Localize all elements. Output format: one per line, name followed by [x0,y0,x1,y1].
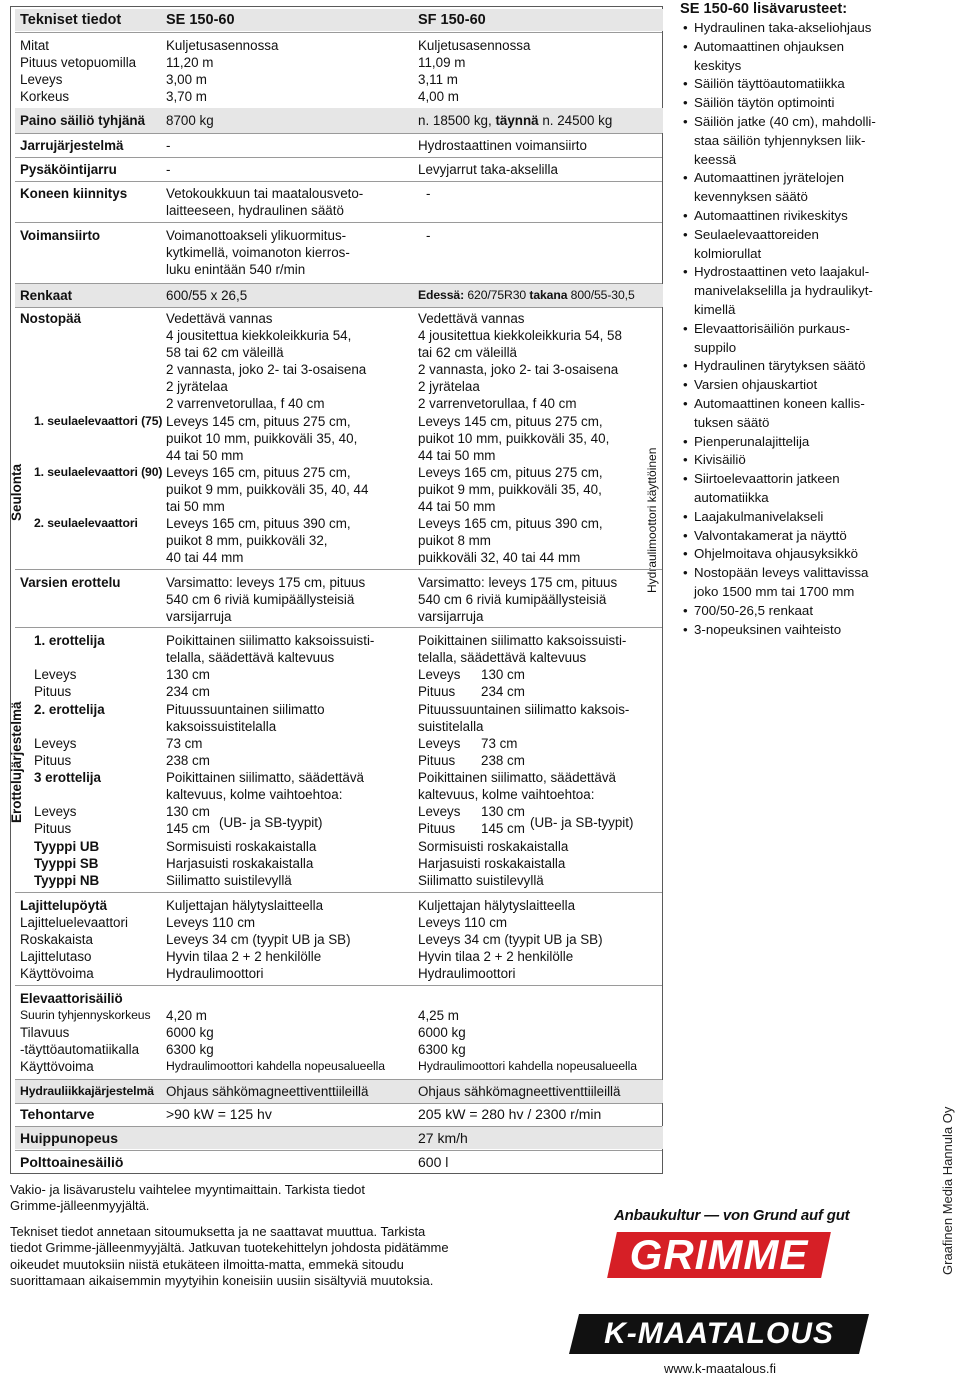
separator-value-b: 130 cm [481,804,525,819]
separator-value-a: 130 cm [166,804,210,819]
sieving-elevator-value-b: puikot 10 mm, puikkoväli 35, 40, [418,431,610,446]
optional-equipment-item [680,527,895,546]
sieving-elevator-value-b: Leveys 165 cm, pituus 390 cm, [418,516,603,531]
optional-equipment-item-line: Varsien ohjauskartiot [694,377,818,393]
optional-equipment-item-line: Säiliön täyttöautomatiikka [694,76,845,92]
sieving-elevator-value-a: Leveys 165 cm, pituus 390 cm, [166,516,351,531]
optional-equipment-item [680,470,895,508]
separator-value-a: telalla, säädettävä kaltevuus [166,650,335,665]
separator-value-b: suistitelalla [418,719,484,734]
divider [15,1079,662,1080]
optional-equipment-item [680,38,895,76]
conveyor-value-a: 4 jousitettua kiekkoleikkuria 54, [166,328,352,343]
weight-value-a: 8700 kg [166,113,214,128]
hitch-value-b: - [426,186,431,201]
separator-width-label-b: Leveys [418,804,461,819]
sorting-value-b: Hyvin tilaa 2 + 2 henkilölle [418,949,574,964]
power-value-a: >90 kW = 125 hv [166,1106,272,1122]
sieving-elevator-value-b: Leveys 165 cm, pituus 275 cm, [418,465,603,480]
separator-value-b: kaltevuus, kolme vaihtoehtoa: [418,787,595,802]
sieving-group-label: Seulonta [9,463,24,521]
dims-label: Leveys [20,72,63,87]
publisher-credit: Graafinen Media Hannula Oy [940,1106,955,1275]
optional-equipment-item [680,545,895,564]
optional-equipment-item-line: Elevaattorisäiliön purkaus- [694,320,850,336]
optional-equipment-title: SE 150-60 lisävarusteet: [680,1,848,17]
conveyor-value-a: 58 tai 62 cm väleillä [166,345,284,360]
optional-equipment-item-line: Valvontakamerat ja näyttö [694,527,847,543]
divider [15,181,662,182]
grimme-logo-text: GRIMME [629,1231,809,1278]
k-maatalous-url[interactable]: www.k-maatalous.fi [664,1361,776,1376]
sieving-elevator-value-b: puikkoväli 32, 40 tai 44 mm [418,550,581,565]
dims-label: Korkeus [20,89,70,104]
type-value-b: Siilimatto suistilevyllä [418,873,544,888]
grimme-slogan: Anbaukultur — von Grund auf gut [614,1207,850,1224]
divider [15,283,662,284]
separator-value-b: telalla, säädettävä kaltevuus [418,650,587,665]
optional-equipment-item [680,451,895,470]
type-value-a: Siilimatto suistilevyllä [166,873,292,888]
optional-equipment-item-line: Säiliön täytön optimointi [694,95,835,111]
separator-value-a: 238 cm [166,753,210,768]
optional-equipment-item-line: Siirtoelevaattorin jatkeen [694,471,840,487]
separator-width-label-b: Leveys [418,736,461,751]
haulm-value-b: 540 cm 6 riviä kumipäällysteisiä [418,592,607,607]
divider [15,133,662,134]
brakes-value-b: Hydrostaattinen voimansiirto [418,138,587,153]
dims-value-a: 3,70 m [166,89,207,104]
optional-equipment-item-line: Automaattinen rivikeskitys [694,207,848,223]
fuel-label: Polttoainesäiliö [20,1154,124,1170]
transmission-label: Voimansiirto [20,228,101,243]
dims-value-a: 11,20 m [166,55,214,70]
hopper-label: Käyttövoima [20,1059,94,1074]
type-value-b: Harjasuisti roskakaistalla [418,856,566,871]
optional-equipment-item-line: Automaattinen ohjauksen [694,38,845,54]
divider [15,157,662,158]
sorting-label: Käyttövoima [20,966,94,981]
conveyor-label: Nostopää [20,311,82,326]
hopper-label: Tilavuus [20,1025,70,1040]
optional-equipment-list [680,19,895,639]
divider [15,627,662,628]
separator-width-label: Leveys [34,667,77,682]
k-maatalous-logo-text: K-MAATALOUS [604,1317,834,1350]
optional-equipment-item-line: Pienperunalajittelija [694,433,810,449]
separator-width-label: Leveys [34,736,77,751]
separator-value-a: Pituussuuntainen siilimatto [166,702,325,717]
haulm-value-b: varsijarruja [418,609,484,624]
table-title: Tekniset tiedot [20,12,122,28]
conveyor-value-a: 2 jyrätelaa [166,379,228,394]
conveyor-value-b: 2 vannasta, joko 2- tai 3-osaisena [418,362,619,377]
sieving-elevator-value-a: 40 tai 44 mm [166,550,244,565]
hopper-value-b: 6000 kg [418,1025,466,1040]
optional-equipment-item-line: keskitys [694,57,742,73]
divider [15,569,662,570]
optional-equipment-item [680,113,895,169]
sieving-elevator-value-b: puikot 9 mm, puikkoväli 35, 40, [418,482,602,497]
sorting-value-a: Leveys 110 cm [166,915,256,930]
transmission-value-a: Voimanottoakseli ylikuormitus- [166,228,347,243]
optional-equipment-item-line: Laajakulmanivelakseli [694,508,824,524]
sorting-value-a: Hydraulimoottori [166,966,264,981]
weight-label: Paino säiliö tyhjänä [20,113,146,128]
divider [15,985,662,986]
optional-equipment-item-line: 3-nopeuksinen vaihteisto [694,621,842,637]
optional-equipment-item [680,226,895,264]
fuel-value-b: 600 l [418,1154,449,1170]
sieving-elevator-value-b: puikot 8 mm [418,533,491,548]
separator-width-label: Leveys [34,804,77,819]
dims-value-a: 3,00 m [166,72,207,87]
separator-value-a: kaltevuus, kolme vaihtoehtoa: [166,787,343,802]
conveyor-value-a: 2 vannasta, joko 2- tai 3-osaisena [166,362,367,377]
optional-equipment-item [680,433,895,452]
optional-equipment-item [680,94,895,113]
separator-label: 3 erottelija [34,770,101,785]
hopper-value-b: 4,25 m [418,1008,459,1023]
separator-value-a: 130 cm [166,667,210,682]
divider [15,1103,662,1104]
sieving-elevator-label: 2. seulaelevaattori [34,516,138,530]
sieving-elevator-value-b: 44 tai 50 mm [418,448,496,463]
separator-label: 2. erottelija [34,702,105,717]
separator-value-a: Poikittainen siilimatto kaksoissuisti- [166,633,375,648]
optional-equipment-item-line: Nostopään leveys valittavissa [694,565,869,581]
hopper-value-a: 6000 kg [166,1025,214,1040]
dims-value-b: 4,00 m [418,89,459,104]
sieving-elevator-value-a: Leveys 165 cm, pituus 275 cm, [166,465,351,480]
optional-equipment-item-line: Hydraulinen taka-akseliohjaus [694,20,872,35]
haulm-value-a: 540 cm 6 riviä kumipäällysteisiä [166,592,355,607]
separator-value-a: 145 cm [166,821,210,836]
optional-equipment-item-line: staa säiliön tyhjennyksen liik- [694,132,866,148]
optional-equipment-item-line: Seulaelevaattoreiden [694,226,819,242]
separator-value-a: Poikittainen siilimatto, säädettävä [166,770,364,785]
separation-group-label: Erottelujärjestelmä [9,701,24,823]
hitch-value-a: Vetokoukkuun tai maatalousveto- [166,186,364,201]
optional-equipment-item [680,357,895,376]
dims-label: Pituus vetopuomilla [20,55,137,70]
separator-label: 1. erottelija [34,633,105,648]
optional-equipment-item-line: Ohjelmoitava ohjausyksikkö [694,546,859,562]
sieving-elevator-value-a: 44 tai 50 mm [166,448,244,463]
sorting-value-a: Leveys 34 cm (tyypit UB ja SB) [166,932,351,947]
separator-value-b: 238 cm [481,753,525,768]
optional-equipment-item-line: Säiliön jatke (40 cm), mahdolli- [694,113,876,129]
divider [15,1150,662,1151]
dims-value-b: 11,09 m [418,55,466,70]
weight-value-b: n. 18500 kg, täynnä n. 24500 kg [418,113,613,128]
power-value-b: 205 kW = 280 hv / 2300 r/min [418,1106,602,1122]
optional-equipment-item [680,602,895,621]
hopper-label: Elevaattorisäiliö [20,991,123,1006]
separator-value-b: 73 cm [481,736,518,751]
hydraulics-label: Hydrauliikkajärjestelmä [20,1084,154,1098]
brakes-label: Jarrujärjestelmä [20,138,124,153]
optional-equipment-item [680,395,895,433]
sorting-label: Lajitteluelevaattori [20,915,128,930]
optional-equipment-item-line: suppilo [694,339,737,355]
sorting-value-b: Hydraulimoottori [418,966,516,981]
conveyor-value-b: Vedettävä vannas [418,311,525,326]
separator-note-b: (UB- ja SB-tyypit) [530,815,634,830]
optional-equipment-item-line: joko 1500 mm tai 1700 mm [694,583,855,599]
type-label: Tyyppi UB [34,839,100,854]
hopper-label: Suurin tyhjennyskorkeus [20,1008,151,1022]
conveyor-value-a: Vedettävä vannas [166,311,273,326]
hopper-value-b: Hydraulimoottori kahdella nopeusalueella [418,1059,637,1073]
separator-value-b: 130 cm [481,667,525,682]
sorting-value-b: Leveys 34 cm (tyypit UB ja SB) [418,932,603,947]
note-equipment: Vakio- ja lisävarustelu vaihtelee myyntimaittain. Tarkista tiedot Grimme-jälleenmyyjältä. [10,1182,366,1214]
hopper-value-a: 4,20 m [166,1008,207,1023]
separator-value-a: 73 cm [166,736,203,751]
separator-value-a: 234 cm [166,684,210,699]
optional-equipment-item-line: Kivisäiliö [694,452,746,468]
optional-equipment-item-line: Automaattinen jyrätelojen [694,170,845,186]
transmission-value-a: kytkimellä, voimanoton kierros- [166,245,350,260]
sieving-elevator-value-a: puikot 8 mm, puikkoväli 32, [166,533,328,548]
type-label: Tyyppi NB [34,873,100,888]
sieving-elevator-value-a: puikot 9 mm, puikkoväli 35, 40, 44 [166,482,369,497]
conveyor-value-a: 2 varrenvetorullaa, f 40 cm [166,396,325,411]
optional-equipment-item-line: tuksen säätö [694,414,770,430]
transmission-value-a: luku enintään 540 r/min [166,262,306,277]
sieving-elevator-value-b: Leveys 145 cm, pituus 275 cm, [418,414,603,429]
optional-equipment-item-line: automatiikka [694,489,769,505]
divider [15,1126,662,1127]
dims-value-b: 3,11 m [418,72,458,87]
optional-equipment-item-line: Hydraulinen tärytyksen säätö [694,358,866,374]
sieving-side-note: Hydraulimoottori käyttöinen [645,447,659,593]
separator-length-label-b: Pituus [418,821,456,836]
haulm-value-b: Varsimatto: leveys 175 cm, pituus [418,575,618,590]
separator-value-a: kaksoissuistitelalla [166,719,277,734]
optional-equipment-item [680,564,895,602]
separator-length-label: Pituus [34,753,72,768]
optional-equipment-item-line: 700/50-26,5 renkaat [694,602,814,618]
hopper-label: -täyttöautomatiikalla [20,1042,140,1057]
separator-length-label: Pituus [34,684,72,699]
separator-value-b: Poikittainen siilimatto kaksoissuisti- [418,633,627,648]
divider [15,892,662,893]
hitch-label: Koneen kiinnitys [20,186,128,201]
hopper-value-a: Hydraulimoottori kahdella nopeusalueella [166,1059,385,1073]
separator-length-label-b: Pituus [418,684,456,699]
separator-value-b: 234 cm [481,684,525,699]
sieving-elevator-label: 1. seulaelevaattori (75) [34,414,163,428]
parking-brake-value-a: - [166,162,171,177]
haulm-value-a: Varsimatto: leveys 175 cm, pituus [166,575,366,590]
parking-brake-label: Pysäköintijarru [20,162,117,177]
separator-note-a: (UB- ja SB-tyypit) [219,815,323,830]
separator-value-b: Pituussuuntainen siilimatto kaksois- [418,702,630,717]
optional-equipment-item [680,75,895,94]
optional-equipment-item [680,621,895,640]
parking-brake-value-b: Levyjarrut taka-akselilla [418,162,558,177]
dims-value-a: Kuljetusasennossa [166,38,279,53]
divider [15,222,662,223]
dims-value-b: Kuljetusasennossa [418,38,531,53]
tyres-value-b: Edessä: 620/75R30 takana 800/55-30,5 [418,288,635,302]
sorting-label: Roskakaista [20,932,93,947]
separator-value-b: Poikittainen siilimatto, säädettävä [418,770,616,785]
sieving-elevator-value-a: Leveys 145 cm, pituus 275 cm, [166,414,351,429]
sorting-value-a: Hyvin tilaa 2 + 2 henkilölle [166,949,322,964]
hitch-value-a: laitteeseen, hydraulinen säätö [166,203,344,218]
optional-equipment-panel [680,0,895,639]
type-value-a: Sormisuisti roskakaistalla [166,839,317,854]
sorting-value-a: Kuljettajan hälytyslaitteella [166,898,324,913]
optional-equipment-item-line: kevennyksen säätö [694,189,808,205]
haulm-label: Varsien erottelu [20,575,121,590]
type-value-b: Sormisuisti roskakaistalla [418,839,569,854]
sieving-elevator-label: 1. seulaelevaattori (90) [34,465,163,479]
optional-equipment-item [680,263,895,319]
hopper-value-a: 6300 kg [166,1042,214,1057]
sieving-elevator-value-b: 44 tai 50 mm [418,499,496,514]
speed-label: Huippunopeus [20,1130,118,1146]
haulm-value-a: varsijarruja [166,609,232,624]
optional-equipment-item-line: Automaattinen koneen kallis- [694,395,865,411]
tyres-value-a: 600/55 x 26,5 [166,288,248,303]
optional-equipment-item [680,207,895,226]
sorting-label: Lajittelutaso [20,949,92,964]
tyres-label: Renkaat [20,288,73,303]
separator-length-label-b: Pituus [418,753,456,768]
separator-length-label: Pituus [34,821,72,836]
optional-equipment-item-line: manivelakselilla ja hydraulikyt- [694,283,873,299]
sieving-elevator-value-a: puikot 10 mm, puikkoväli 35, 40, [166,431,358,446]
conveyor-value-b: 2 varrenvetorullaa, f 40 cm [418,396,577,411]
optional-equipment-item [680,376,895,395]
sieving-elevator-value-a: tai 50 mm [166,499,225,514]
optional-equipment-item [680,169,895,207]
model-a-heading: SE 150-60 [166,12,235,28]
conveyor-value-b: 2 jyrätelaa [418,379,480,394]
divider [15,32,662,33]
sorting-value-b: Kuljettajan hälytyslaitteella [418,898,576,913]
type-value-a: Harjasuisti roskakaistalla [166,856,314,871]
sorting-label: Lajittelupöytä [20,898,108,913]
power-label: Tehontarve [20,1106,95,1122]
sorting-value-b: Leveys 110 cm [418,915,508,930]
brakes-value-a: - [166,138,171,153]
conveyor-value-b: tai 62 cm väleillä [418,345,517,360]
optional-equipment-item [680,19,895,38]
speed-value-b: 27 km/h [418,1130,468,1146]
optional-equipment-item-line: kimellä [694,301,736,317]
conveyor-value-b: 4 jousitettua kiekkoleikkuria 54, 58 [418,328,622,343]
hydraulics-value-b: Ohjaus sähkömagneettiventtiileillä [418,1084,621,1099]
hopper-value-b: 6300 kg [418,1042,466,1057]
separator-value-b: 145 cm [481,821,525,836]
type-label: Tyyppi SB [34,856,99,871]
optional-equipment-item [680,320,895,358]
hydraulics-value-a: Ohjaus sähkömagneettiventtiileillä [166,1084,369,1099]
optional-equipment-item-line: kolmiorullat [694,245,762,261]
optional-equipment-item-line: keessä [694,151,737,167]
dims-label: Mitat [20,38,50,53]
divider [15,307,662,308]
model-b-heading: SF 150-60 [418,12,486,28]
note-disclaimer: Tekniset tiedot annetaan sitoumuksetta ja ne saattavat muuttua. Tarkista tiedot Grimme-jälleenmyyjältä. Jatkuvan tuotekehittelyn johdosta pidätämme oikeudet muutoksiin niistä etukäteen ilmoitta-matta, emmekä sitoudu suorittamaan aikaisemmin myytyihin koneisiin uusiin sisältyviä muutoksia. [10,1224,449,1289]
optional-equipment-item [680,508,895,527]
separator-width-label-b: Leveys [418,667,461,682]
optional-equipment-item-line: Hydrostaattinen veto laajakul- [694,264,870,280]
transmission-value-b: - [426,228,431,243]
